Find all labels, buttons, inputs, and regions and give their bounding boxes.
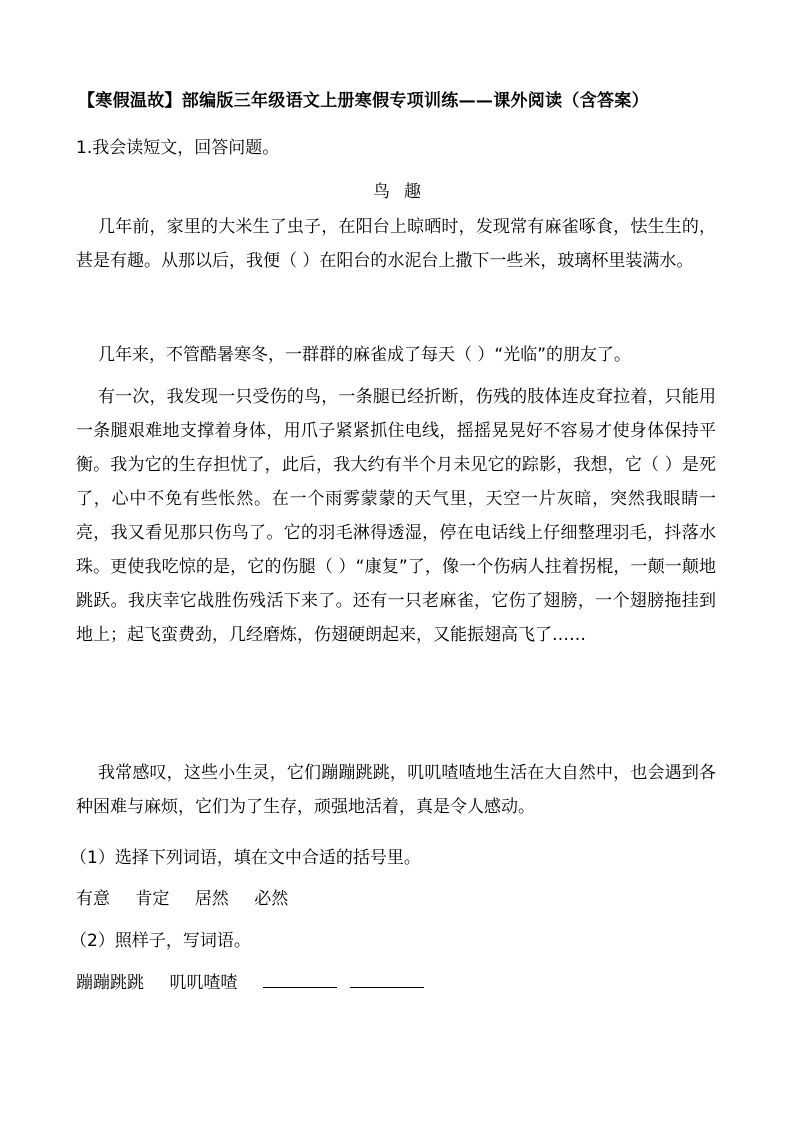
- document-title: 【寒假温故】部编版三年级语文上册寒假专项训练——课外阅读（含答案）: [78, 91, 649, 111]
- paragraph-text: 有一次，我发现一只受伤的鸟，一条腿已经折断，伤残的肢体连皮耷拉着，只能用一条腿艰难地支撑着身体，用爪子紧紧抓住电线，摇摇晃晃好不容易才使身体保持平衡。我为它的生存担忧了，此后，我大约有半个月未见它的踪影，我想，它（ ）是死了，心中不免有些怅然。在一个雨雾蒙蒙的天气里，天空一片灰暗，突然我眼睛一亮，我又看见那只伤鸟了。它的羽毛淋得透湿，停在电话线上仔细整理羽毛，抖落水珠。更使我吃惊的是，它的伤腿（ ）“康复”了，像一个伤病人拄着拐棍，一颠一颠地跳跃。我庆幸它战胜伤残活下来了。还有一只老麻雀，它伤了翅膀，一个翅膀拖挂到地上；起飞蛮费劲，几经磨炼，伤翅硬朗起来，又能振翅高飞了……: [76, 387, 716, 645]
- question-heading: 1.我会读短文，回答问题。: [76, 138, 280, 158]
- word-choice: 居然: [194, 889, 229, 909]
- answer-blank-2[interactable]: [350, 971, 424, 988]
- paragraph-2: [76, 338, 716, 372]
- word-choice: 肯定: [135, 889, 170, 909]
- example-word: 叽叽喳喳: [169, 973, 238, 993]
- paragraph-1: [76, 210, 716, 278]
- word-choices: [76, 884, 308, 909]
- word-choice: 必然: [254, 889, 289, 909]
- paragraph-3: [76, 380, 716, 652]
- example-words-row: [76, 968, 432, 993]
- paragraph-text: 几年前，家里的大米生了虫子，在阳台上晾晒时，发现常有麻雀啄食，怯生生的，甚是有趣。从那以后，我便（ ）在阳台的水泥台上撒下一些米，玻璃杯里装满水。: [76, 217, 716, 271]
- paragraph-text: 几年来，不管酷暑寒冬，一群群的麻雀成了每天（ ）“光临”的朋友了。: [98, 345, 632, 365]
- example-word: 蹦蹦跳跳: [76, 973, 144, 993]
- sub-question-2: （2）照样子，写词语。: [70, 931, 251, 951]
- word-choice: 有意: [76, 889, 110, 909]
- sub-question-1: （1）选择下列词语，填在文中合适的括号里。: [70, 848, 421, 868]
- paragraph-text: 我常感叹，这些小生灵，它们蹦蹦跳跳，叽叽喳喳地生活在大自然中，也会遇到各种困难与麻烦，它们为了生存，顽强地活着，真是令人感动。: [76, 763, 716, 817]
- paragraph-4: [76, 756, 716, 824]
- answer-blank-1[interactable]: [263, 971, 337, 988]
- story-title: 鸟趣: [373, 182, 435, 202]
